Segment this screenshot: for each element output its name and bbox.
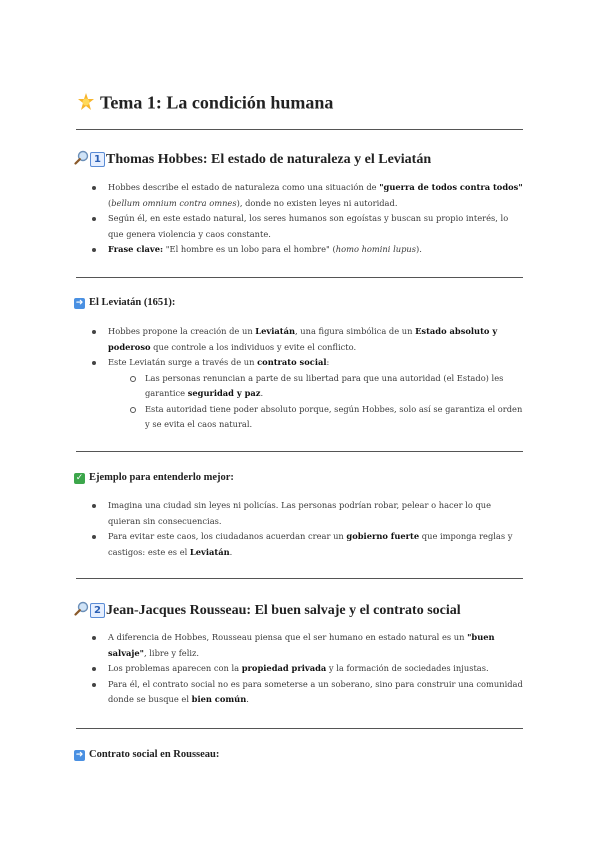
list-item: Esta autoridad tiene poder absoluto porque, según Hobbes, solo así se garantiza el orden y se evita el caos natural. [130, 402, 524, 433]
ejemplo-list [92, 498, 524, 560]
right-arrow-icon: ➜ [75, 298, 84, 308]
list-item: A diferencia de Hobbes, Rousseau piensa que el ser humano en estado natural es un "buen salvaje", libre y feliz. [92, 630, 524, 661]
right-arrow-icon: ➜ [75, 750, 84, 760]
magnifier-icon [74, 150, 89, 170]
divider [76, 578, 523, 579]
check-mark-icon: ✓ [75, 473, 84, 483]
divider [76, 728, 523, 729]
list-item: Para él, el contrato social no es para someterse a un soberano, sino para construir una comunidad donde se busque el bien común. [92, 677, 524, 708]
subheading-ejemplo: ✓ Ejemplo para entenderlo mejor: [75, 472, 234, 483]
number-1-icon: 1 [90, 152, 105, 167]
subheading-leviatan: ➜ El Leviatán (1651): [75, 297, 176, 308]
number-2-icon: 2 [90, 603, 105, 618]
rousseau-list [92, 630, 524, 708]
list-item: Los problemas aparecen con la propiedad privada y la formación de sociedades injustas. [92, 661, 524, 677]
divider [76, 129, 523, 130]
list-item: Imagina una ciudad sin leyes ni policías. Las personas podrían robar, pelear o hacer lo que quieran sin consecuencias. [92, 498, 524, 529]
page-title: Tema 1: La condición humana [76, 92, 333, 117]
glowing-star-icon [76, 92, 96, 117]
list-item: Las personas renuncian a parte de su libertad para que una autoridad (el Estado) les garantice seguridad y paz. [130, 371, 524, 402]
list-item: Hobbes propone la creación de un Leviatán, una figura simbólica de un Estado absoluto y poderoso que controle a los individuos y evite el conflicto. [92, 324, 524, 355]
section-heading-hobbes: 1 Thomas Hobbes: El estado de naturaleza y el Leviatán [74, 150, 431, 170]
list-item: Para evitar este caos, los ciudadanos acuerdan crear un gobierno fuerte que imponga reglas y castigos: este es el Leviatán. [92, 529, 524, 560]
subheading-contrato-rousseau: ➜ Contrato social en Rousseau: [75, 749, 220, 760]
magnifier-icon [74, 601, 89, 621]
list-item: Este Leviatán surge a través de un contrato social: Las personas renuncian a parte de su libertad para que una autoridad (el Estado) les garantice seguridad y paz. Esta autoridad tiene poder absoluto porque, según Hobbes, solo así se garantiza el orden y se evita el caos natural. [92, 355, 524, 433]
list-item: Según él, en este estado natural, los seres humanos son egoístas y buscan su propio interés, lo que genera violencia y caos constante. [92, 211, 524, 242]
hobbes-list [92, 180, 524, 258]
divider [76, 451, 523, 452]
leviatan-list [92, 324, 524, 433]
divider [76, 277, 523, 278]
section-heading-rousseau: 2 Jean-Jacques Rousseau: El buen salvaje y el contrato social [74, 601, 461, 621]
contrato-sub-list [108, 371, 524, 433]
list-item: Frase clave: "El hombre es un lobo para el hombre" (homo homini lupus). [92, 242, 524, 258]
list-item: Hobbes describe el estado de naturaleza como una situación de "guerra de todos contra todos" (bellum omnium contra omnes), donde no existen leyes ni autoridad. [92, 180, 524, 211]
